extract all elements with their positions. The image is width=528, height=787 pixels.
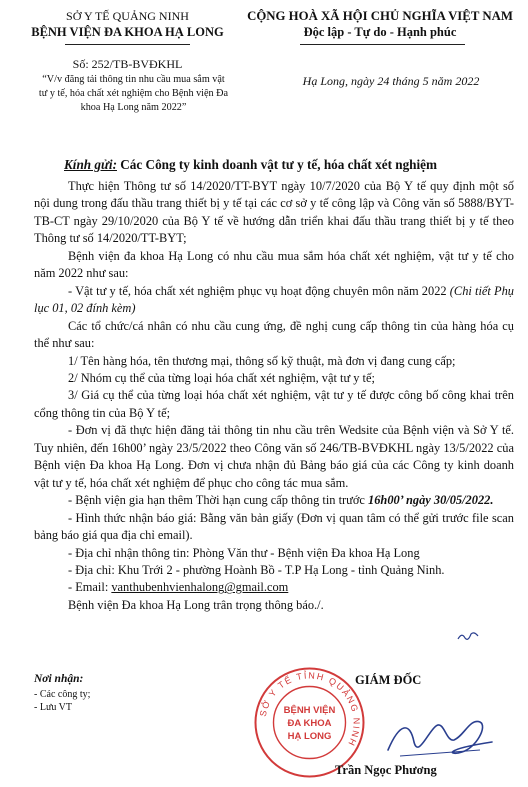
nation-line2: Độc lập - Tự do - Hạnh phúc [303, 25, 457, 39]
nation-line1: CỘNG HOÀ XÃ HỘI CHỦ NGHĨA VIỆT NAM [247, 9, 513, 23]
greeting [64, 156, 524, 174]
issuing-organization [20, 8, 235, 40]
document-date: Hạ Long, ngày 24 tháng 5 năm 2022 [302, 74, 480, 88]
initial-mark-icon [456, 630, 480, 644]
signer-name: Trần Ngọc Phương [335, 763, 437, 777]
motto-underline [300, 44, 465, 45]
paragraph: Bệnh viện Đa khoa Hạ Long trân trọng thông báo./. [68, 597, 324, 612]
recipients-list [34, 688, 90, 714]
deadline: 16h00’ ngày 30/05/2022. [368, 493, 494, 508]
greeting-label: Kính gửi: [64, 157, 117, 172]
paragraph [34, 492, 514, 509]
org-line1: SỞ Y TẾ QUẢNG NINH [66, 9, 189, 23]
paragraph [34, 579, 514, 596]
signer-title: GIÁM ĐỐC [355, 673, 422, 687]
paragraph: Các tổ chức/cá nhân có nhu cầu cung ứng, đề nghị cung cấp thông tin của hàng hóa cụ thể như sau: [34, 318, 514, 351]
paragraph: - Hình thức nhận báo giá: Bằng văn bản giấy (Đơn vị quan tâm có thể gửi trước file scan bảng báo giá qua địa chỉ email). [34, 510, 514, 543]
paragraph: 2/ Nhóm cụ thể của từng loại hóa chất xét nghiệm, vật tư y tế; [68, 370, 375, 385]
recipient-item: - Các công ty; [34, 689, 91, 700]
document-subject [26, 73, 241, 115]
seal-line: ĐA KHOA [287, 718, 332, 729]
greeting-recipients: Các Công ty kinh doanh vật tư y tế, hóa chất xét nghiệm [116, 157, 438, 172]
paragraph: Bệnh viện đa khoa Hạ Long có nhu cầu mua sắm hóa chất xét nghiệm, vật tư y tế cho năm 2022 như sau: [34, 248, 514, 281]
paragraph-text: - Bệnh viện gia hạn thêm Thời hạn cung cấp thông tin trước [68, 493, 369, 508]
email-link[interactable]: vanthubenhvienhalong@gmail.com [111, 580, 289, 595]
recipients-label: Nơi nhận: [34, 673, 84, 685]
seal-line: HẠ LONG [287, 731, 332, 742]
paragraph [34, 283, 514, 318]
paragraph: - Địa chỉ nhận thông tin: Phòng Văn thư - Bệnh viện Đa khoa Hạ Long [68, 545, 420, 560]
seal-ring-text: SỞ Y TẾ TỈNH QUẢNG NINH [257, 670, 362, 749]
paragraph: - Địa chỉ: Khu Trới 2 - phường Hoành Bồ - T.P Hạ Long - tỉnh Quảng Ninh. [68, 562, 445, 577]
paragraph: Thực hiện Thông tư số 14/2020/TT-BYT ngày 10/7/2020 của Bộ Y tế quy định một số nội dung trong đấu thầu trang thiết bị y tế tại các cơ sở y tế công lập và Công văn số 5888/BYT-TB-CT ngày 29/10/2020 của Bộ Y tế về hướng dẫn triển khai đấu thầu trang thiết bị y tế theo Thông tư số 14/2020/TT-BYT; [34, 179, 514, 246]
national-motto [240, 8, 520, 40]
subject-line: tư y tế, hóa chất xét nghiệm cho Bệnh viện Đa [38, 88, 229, 99]
org-line2: BỆNH VIỆN ĐA KHOA HẠ LONG [31, 25, 224, 39]
paragraph: 3/ Giá cụ thể của từng loại hóa chất xét nghiệm, vật tư y tế được công bố công khai trên cổng thông tin của Bộ Y tế; [34, 388, 514, 420]
subject-line: “V/v đăng tải thông tin nhu cầu mua sắm vật [42, 74, 225, 85]
document-body [34, 178, 514, 614]
document-number: Số: 252/TB-BVĐKHL [72, 57, 183, 71]
paragraph-text: - Vật tư y tế, hóa chất xét nghiệm phục vụ hoạt động chuyên môn năm 2022 [68, 283, 450, 298]
recipient-item: - Lưu VT [34, 702, 73, 713]
email-label: - Email: [68, 580, 112, 595]
seal-line: BỆNH VIỆN [283, 705, 336, 716]
subject-line: khoa Hạ Long năm 2022” [80, 102, 187, 113]
paragraph: - Đơn vị đã thực hiện đăng tải thông tin nhu cầu trên Wedsite của Bệnh viện và Sở Y tế. Tuy nhiên, đến 16h00’ ngày 23/5/2022 theo Công văn số 246/TB-BVĐKHL ngày 13/5/2022 của Bệnh viện Đa khoa Hạ Long. Đơn vị chưa nhận đủ Bảng báo giá của các Công ty kinh doanh vật tư y tế, hóa chất xét nghiệm để phục cho công tác mua sắm. [34, 423, 514, 490]
signature [380, 712, 500, 762]
appendix-note: (Chi tiết Phụ lục 01, 02 đính kèm) [34, 283, 514, 316]
paragraph: 1/ Tên hàng hóa, tên thương mại, thông số kỹ thuật, mà đơn vị đang cung cấp; [68, 353, 456, 368]
org-underline [65, 44, 190, 45]
